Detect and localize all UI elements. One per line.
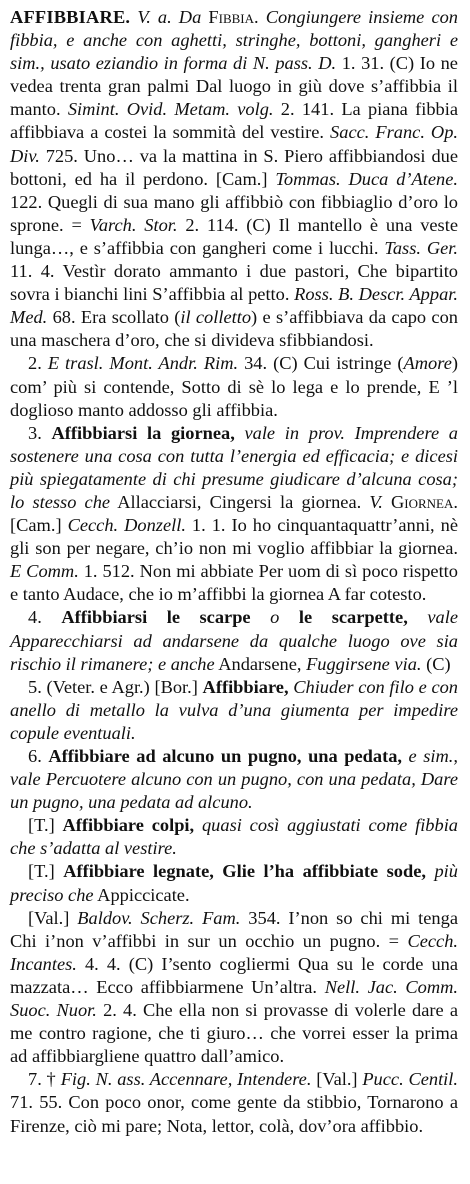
small-caps-text: Fibbia <box>208 7 255 27</box>
phrase-heading: Affibbiarsi le scarpe <box>61 607 251 628</box>
body-text: ) e s’affibbiava da capo con una maschera d’oro, che si divideva sfibbiandosi. <box>10 307 458 351</box>
body-text: 68. Era scollato ( <box>47 307 181 328</box>
dictionary-entry-main <box>10 6 458 352</box>
body-text: 7. † <box>28 1069 61 1090</box>
small-caps-text: Giornea <box>391 491 454 512</box>
body-text: 122. Quegli di sua mano gli affibbiò con fibbiaglio d’oro lo sprone. = <box>10 191 458 235</box>
italic-text: Baldov. Scherz. Fam. <box>77 907 241 928</box>
italic-text: Fig. N. ass. Accennare, Intendere. <box>60 1069 312 1090</box>
italic-text: Tommas. Duca d’Atene. <box>275 168 458 189</box>
headword: AFFIBBIARE. <box>10 7 131 27</box>
body-text: 2. 114. (C) Il mantello è una veste lunga…, e s’affibbia con gangheri come i lucchi. <box>10 214 458 258</box>
italic-text: vale Apparecchiarsi ad andarsene da qualche luogo ove sia rischio il rimanere; e anche <box>10 607 458 674</box>
italic-text: o <box>270 607 280 628</box>
phrase-heading: le scarpette, <box>298 607 408 628</box>
phrase-heading: Affibbiare colpi, <box>62 815 195 836</box>
body-text: . <box>254 7 266 27</box>
italic-text: E trasl. Mont. Andr. Rim. <box>47 353 239 374</box>
italic-text: Sacc. Franc. Op. Div. <box>10 122 458 166</box>
italic-text: D. <box>318 53 337 74</box>
phrase-heading: Affibbiarsi la giornea, <box>51 422 235 443</box>
body-text: [Val.] <box>28 907 78 928</box>
body-text: 34. (C) Cui istringe ( <box>238 353 404 374</box>
italic-text: più preciso che <box>10 861 458 905</box>
dictionary-entry-sense-6-t1 <box>10 814 458 860</box>
body-text <box>408 607 428 627</box>
dictionary-entry-sense-5 <box>10 676 458 745</box>
italic-text: Ross. B. Descr. Appar. Med. <box>10 284 458 328</box>
italic-text: Simint. Ovid. Metam. volg. <box>67 99 274 120</box>
dictionary-entry-sense-6 <box>10 745 458 814</box>
italic-text: Cecch. Incantes. <box>10 930 458 974</box>
body-text: 4. 4. (C) I’sento cogliermi Qua su le corde una mazzata… Ecco affibbiarmene Un’altra. <box>10 953 458 997</box>
body-text: . [Cam.] <box>10 491 458 536</box>
body-text: [Val.] <box>311 1069 363 1090</box>
body-text: ) com’ più si contende, Sotto di sè lo lega e lo prende, E ’l doglioso manto addosso gli affibbia. <box>10 353 458 420</box>
italic-text: Nell. Jac. Comm. Suoc. Nuor. <box>10 976 458 1021</box>
body-text: [T.] <box>28 815 63 836</box>
italic-text: Fuggirsene via. <box>306 653 422 674</box>
body-text: 4. <box>28 607 62 628</box>
body-text: 6. <box>28 746 49 766</box>
body-text: [T.] <box>28 861 64 882</box>
italic-text: Amore <box>403 353 452 374</box>
body-text: Appiccicate. <box>93 884 190 905</box>
body-text <box>194 815 202 835</box>
body-text: 1. 1. Io ho cinquantaquattr’anni, nè gli son per negare, ch’io non mi voglio affibbiar la giornea. <box>10 515 458 559</box>
body-text: Andarsene, <box>214 653 307 674</box>
body-text: 11. 4. Vestìr dorato ammanto i due pastori, Che bipartito sovra i bianchi lini S’affibbia al petto. <box>10 261 458 305</box>
phrase-heading: Affibbiare legnate, Glie l’ha affibbiate sode, <box>63 861 426 882</box>
italic-text: V. <box>369 491 383 512</box>
body-text: 2. 4. Che ella non si provasse di volerle dare a me contro ragione, che ti giuro… che vorrei esser la prima ad affibbiargliene quattro dall’amico. <box>10 1000 458 1067</box>
italic-text: Chiuder con filo e con anello di metallo la vulva d’una giumenta per impedire copule eventuali. <box>10 676 458 743</box>
italic-text: il colletto <box>180 307 252 328</box>
body-text: Allacciarsi, Cingersi la giornea. <box>110 491 370 512</box>
dictionary-entry-sense-6-t2 <box>10 860 458 906</box>
italic-text: E Comm. <box>10 561 79 582</box>
body-text: 354. I’non so chi mi tenga Chi i’non v’affibbi in sur un occhio un pugno. = <box>10 907 458 951</box>
italic-text: e sim., vale Percuotere alcuno con un pugno, con una pedata, Dare un pugno, una pedata ad alcuno. <box>10 746 458 813</box>
body-text <box>383 492 391 512</box>
body-text <box>251 607 271 627</box>
dictionary-entry-sense-4 <box>10 606 458 675</box>
phrase-heading: Affibbiare ad alcuno un pugno, una pedata, <box>48 746 402 766</box>
dictionary-entry-sense-2 <box>10 352 458 421</box>
phrase-heading: Affibbiare, <box>202 676 289 697</box>
body-text: (C) <box>421 653 451 674</box>
body-text: 2. 141. La piana fibbia affibbiava a costei la sommità del vestire. <box>10 99 458 143</box>
dictionary-entry-sense-6-val <box>10 907 458 1069</box>
italic-text: quasi così aggiustati come fibbia che s’adatta al vestire. <box>10 815 459 859</box>
body-text: 1. 31. (C) Io ne vedea trenta gran palmi Dal luogo in giù dove s’affibbia il manto. <box>10 53 458 120</box>
body-text: 5. (Veter. e Agr.) [Bor.] <box>28 676 203 697</box>
body-text: 725. Uno… va la mattina in S. Piero affibbiandosi due bottoni, ed ha il perdono. [Cam.] <box>10 145 458 189</box>
dictionary-entry-sense-3 <box>10 422 458 607</box>
body-text <box>279 607 299 627</box>
body-text: 1. 512. Non mi abbiate Per uom di sì poco rispetto e tanto Audace, che io m’affibbi la giornea A far cotesto. <box>10 561 458 605</box>
dictionary-entry-sense-7 <box>10 1068 458 1137</box>
italic-text: Pucc. Centil. <box>362 1069 458 1090</box>
italic-text: vale in prov. Imprendere a sostenere una cosa con tutta l’energia ed efficacia; e dicesi più spiegatamente di chi presume giudicare d’alcuna cosa; lo stesso che <box>10 422 458 512</box>
italic-text: V. a. Da <box>137 7 202 27</box>
italic-text: Tass. Ger. <box>384 237 458 258</box>
italic-text: Cecch. Donzell. <box>67 515 186 536</box>
body-text: 2. <box>28 353 48 374</box>
body-text: 3. <box>28 422 52 443</box>
italic-text: Congiungere insieme con fibbia, e anche con aghetti, stringhe, bottoni, gangheri e sim., usato eziandio in forma di N. pass. <box>10 7 458 74</box>
body-text: 71. 55. Con poco onor, come gente da stibbio, Tornarono a Firenze, ciò mi pare; Nota, lettor, colà, dov’ora affibbio. <box>10 1092 458 1136</box>
italic-text: Varch. Stor. <box>89 214 178 235</box>
